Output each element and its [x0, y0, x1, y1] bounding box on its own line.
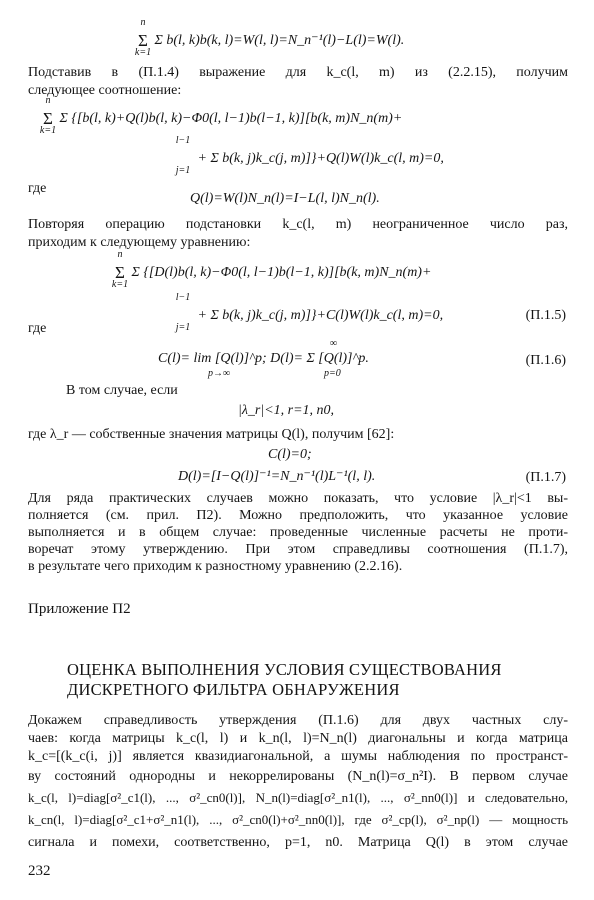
sum-symbol: Σ n k=1 [134, 17, 152, 58]
equation-b-line2: l−1 j=1 + Σ b(k, j)k_c(j, m)]}+C(l)W(l)k_c(l, m)=0, [172, 305, 443, 326]
equation-d: D(l)=[I−Q(l)]⁻¹=N_n⁻¹(l)L⁻¹(l, l). [178, 469, 376, 484]
section-title: ДИСКРЕТНОГО ФИЛЬТРА ОБНАРУЖЕНИЯ [67, 680, 400, 699]
text-line: чаев: когда матрицы k_c(l, l) и k_n(l, l)=N_n(l) диагональны и когда матрица [28, 731, 568, 746]
section-title: ОЦЕНКА ВЫПОЛНЕНИЯ УСЛОВИЯ СУЩЕСТВОВАНИЯ [67, 660, 502, 679]
equation-number: (П.1.6) [525, 353, 566, 368]
equation-lambda: |λ_r|<1, r=1, n0, [238, 403, 335, 418]
text-line: следующее соотношение: [28, 83, 182, 98]
equation-top: Σ n k=1 Σ b(l, k)b(k, l)=W(l, l)=N_n⁻¹(l)−L(l)=W(l). [134, 17, 405, 58]
page-number: 232 [28, 863, 51, 879]
text-line: Для ряда практических случаев можно показать, что условие |λ_r|<1 вы- [28, 491, 568, 506]
text-line: k_c(l, l)=diag[σ²_c1(l), ..., σ²_cn0(l)], N_n(l)=diag[σ²_n1(l), ..., σ²_nn0(l)] и следовательно, [28, 790, 568, 805]
text-line: приходим к следующему уравнению: [28, 235, 251, 250]
equation-number: (П.1.5) [525, 308, 566, 323]
equation-number: (П.1.7) [525, 470, 566, 485]
sum-upper-limit: ∞ [330, 338, 338, 349]
text-line: где [28, 181, 47, 196]
text-line: где [28, 321, 47, 336]
text-line: k_cn(l, l)=diag[σ²_c1+σ²_n1(l), ..., σ²_cn0(l)+σ²_nn0(l)], где σ²_cp(l), σ²_np(l) — мощность [28, 812, 568, 827]
text-line: Докажем справедливость утверждения (П.1.6) для двух частных слу- [28, 713, 568, 728]
sum-symbol: l−1 j=1 [175, 292, 191, 333]
equation-b-line1: Σ n k=1 Σ {[D(l)b(l, k)−Φ0(l, l−1)b(l−1, k)][b(k, m)N_n(m)+ [111, 249, 432, 290]
text-line: воречат этому утверждению. При этом справедливы соотношения (П.1.7), [28, 542, 568, 557]
text-line: k_c=[(k_c(i, j)] является квазидиагональной, а шумы наблюдения по пространст- [28, 749, 568, 764]
equation-q: Q(l)=W(l)N_n(l)=I−L(l, l)N_n(l). [190, 191, 380, 206]
text-line: сигнала и помехи, соответственно, p=1, n0. Матрица Q(l) в этом случае [28, 835, 568, 850]
limit-subscript: p→∞ [208, 368, 231, 379]
text-line: где λ_r — собственные значения матрицы Q(l), получим [62]: [28, 427, 395, 442]
text-line: полняется (см. прил. П2). Можно предположить, что указанное условие [28, 508, 568, 523]
appendix-heading: Приложение П2 [28, 601, 131, 617]
sum-symbol: Σ n k=1 [111, 249, 129, 290]
equation-a-line1: Σ n k=1 Σ {[b(l, k)+Q(l)b(l, k)−Φ0(l, l−1)b(l−1, k)][b(k, m)N_n(m)+ [39, 95, 403, 136]
text-line: в результате чего приходим к разностному уравнению (2.2.16). [28, 559, 403, 574]
sum-symbol: Σ n k=1 [39, 95, 57, 136]
equation-c: C(l)= lim [Q(l)]^p; D(l)= Σ [Q(l)]^p. [158, 351, 369, 366]
text-line: В том случае, если [66, 383, 178, 398]
sum-lower-limit: p=0 [324, 368, 341, 379]
text-line: Повторяя операцию подстановки k_c(l, m) неограниченное число раз, [28, 217, 568, 232]
text-line: Подставив в (П.1.4) выражение для k_c(l, m) из (2.2.15), получим [28, 65, 568, 80]
equation-c-zero: C(l)=0; [268, 447, 312, 462]
text-line: ву состояний однородны и некоррелированы (N_n(l)=σ_n²I). В первом случае [28, 769, 568, 784]
text-line: выполняется и в общем случае: проведенные численные расчеты не проти- [28, 525, 568, 540]
equation-a-line2: l−1 j=1 + Σ b(k, j)k_c(j, m)]}+Q(l)W(l)k_c(l, m)=0, [172, 148, 444, 169]
sum-symbol: l−1 j=1 [175, 135, 191, 176]
